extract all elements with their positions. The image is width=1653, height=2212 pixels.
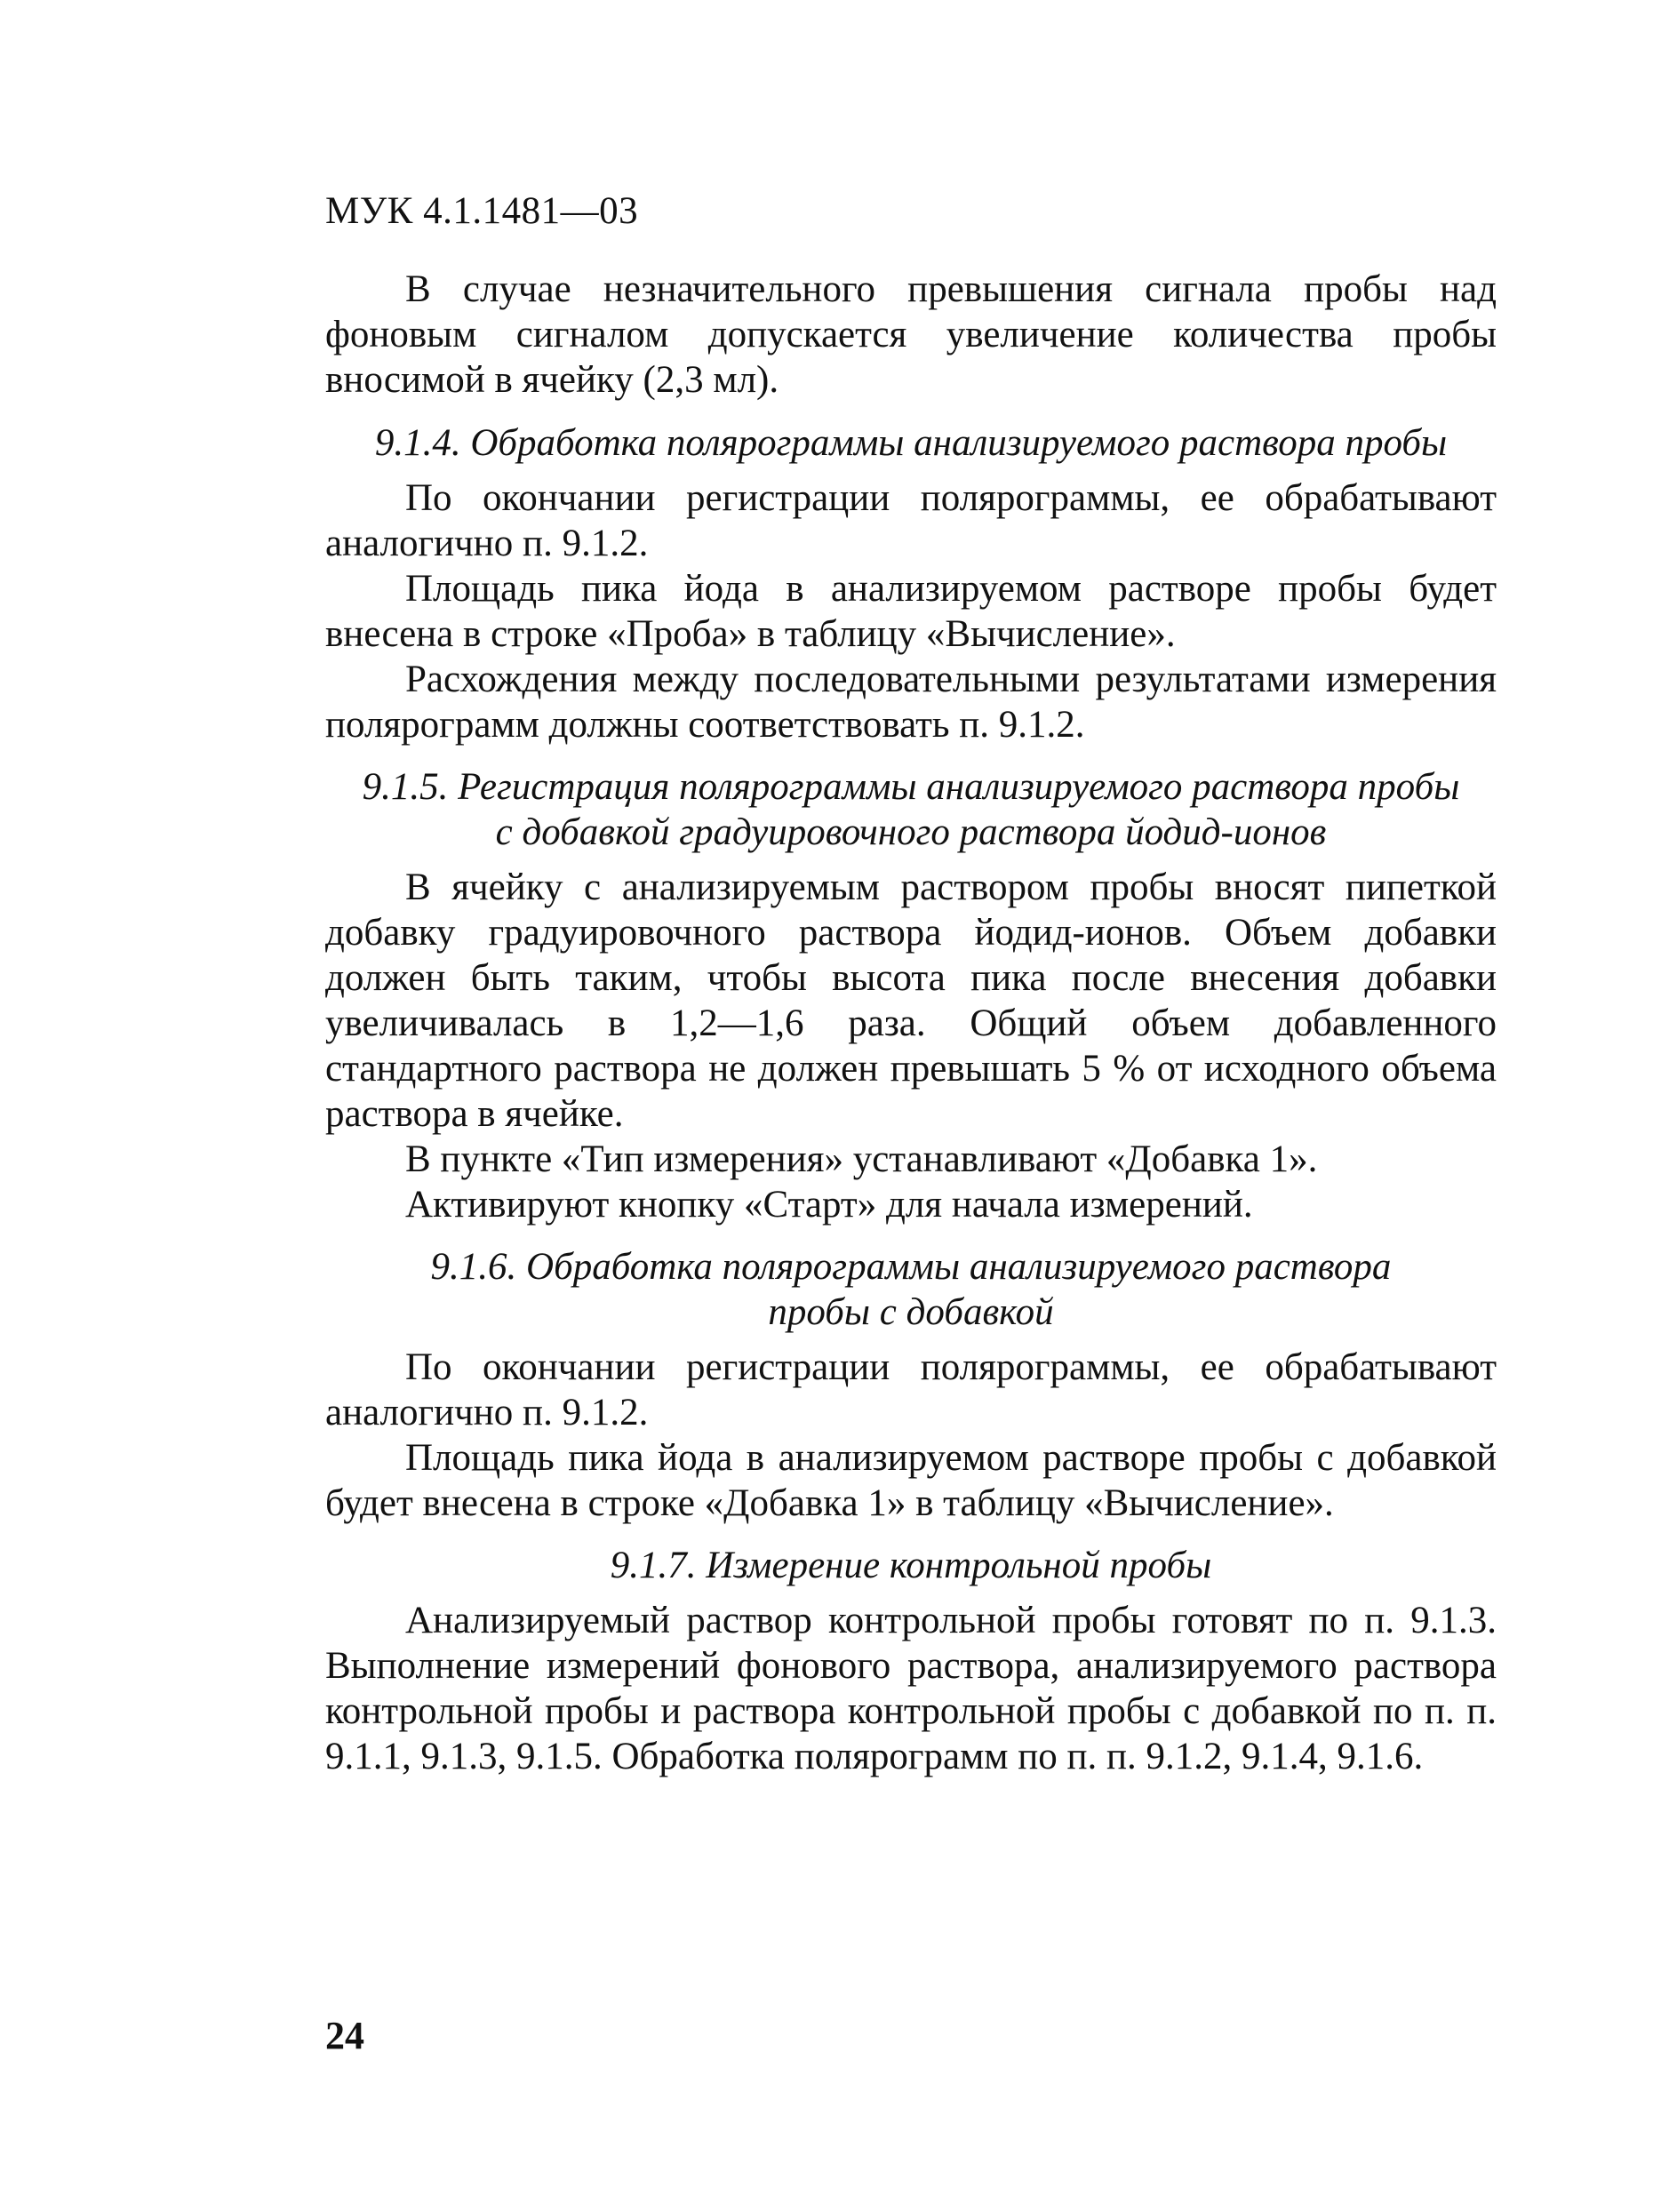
section-heading-9-1-5-line2: с добавкой градуировочного раствора йодид-ионов — [495, 811, 1327, 853]
paragraph-sample-excess: В случае незначительного превышения сигнала пробы над фоновым сигналом допускается увеличение количества пробы вносимой в ячейку (2,3 мл). — [325, 268, 1497, 401]
page-number: 24 — [325, 2014, 364, 2057]
paragraph-9-1-7-control-sample: Анализируемый раствор контрольной пробы готовят по п. 9.1.3. Выполнение измерений фонового раствора, анализируемого раствора контрольной пробы и раствора контрольной пробы с добавкой по п. п. 9.1.1, 9.1.3, 9.1.5. Обработка полярограмм по п. п. 9.1.2, 9.1.4, 9.1.6. — [325, 1600, 1497, 1777]
section-heading-9-1-6-line1: 9.1.6. Обработка полярограммы анализируемого раствора — [430, 1246, 1392, 1288]
document-code-header: МУК 4.1.1481—03 — [325, 190, 639, 232]
paragraph-9-1-6-peak-area: Площадь пика йода в анализируемом растворе пробы с добавкой будет внесена в строке «Добавка 1» в таблицу «Вычисление». — [325, 1437, 1497, 1524]
paragraph-9-1-5-measure-type: В пункте «Тип измерения» устанавливают «Добавка 1». — [405, 1138, 1318, 1180]
section-heading-9-1-5 — [325, 764, 1497, 855]
section-heading-9-1-5-line1: 9.1.5. Регистрация полярограммы анализируемого раствора пробы — [362, 766, 1460, 808]
section-heading-9-1-4: 9.1.4. Обработка полярограммы анализируемого раствора пробы — [374, 422, 1448, 464]
document-body — [325, 267, 1497, 1779]
section-heading-9-1-6 — [325, 1244, 1497, 1335]
paragraph-9-1-4-discrepancy: Расхождения между последовательными результатами измерения полярограмм должны соответствовать п. 9.1.2. — [325, 659, 1497, 746]
paragraph-9-1-5-addition: В ячейку с анализируемым раствором пробы вносят пипеткой добавку градуировочного раствора йодид-ионов. Объем добавки должен быть таким, чтобы высота пика после внесения добавки увеличивалась в 1,2—1,6 раза. Общий объем добавленного стандартного раствора не должен превышать 5 % от исходного объема раствора в ячейке. — [325, 866, 1497, 1135]
section-heading-9-1-7: 9.1.7. Измерение контрольной пробы — [610, 1545, 1212, 1586]
paragraph-9-1-4-processing: По окончании регистрации полярограммы, ее обрабатывают аналогично п. 9.1.2. — [325, 477, 1497, 564]
section-heading-9-1-6-line2: пробы с добавкой — [768, 1291, 1054, 1333]
paragraph-9-1-5-start: Активируют кнопку «Старт» для начала измерений. — [405, 1184, 1253, 1226]
paragraph-9-1-4-peak-area: Площадь пика йода в анализируемом растворе пробы будет внесена в строке «Проба» в таблицу «Вычисление». — [325, 568, 1497, 655]
paragraph-9-1-6-processing: По окончании регистрации полярограммы, ее обрабатывают аналогично п. 9.1.2. — [325, 1346, 1497, 1433]
